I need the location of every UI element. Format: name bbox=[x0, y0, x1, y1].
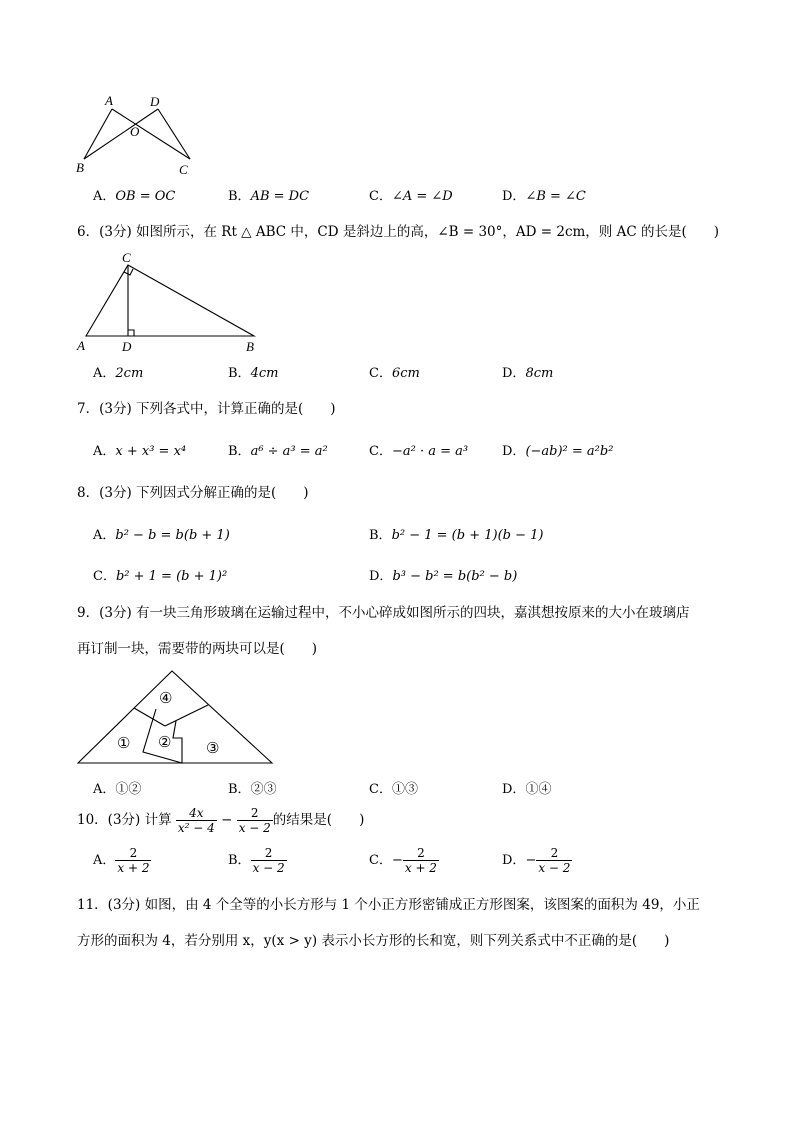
q9-question-line1: 9．(3分) 有一块三角形玻璃在运输过程中，不小心碎成如图所示的四块，嘉淇想按原来的大小在玻璃店 bbox=[77, 605, 690, 621]
q6-option-d[interactable]: D．8cm bbox=[502, 366, 554, 381]
q6-option-b[interactable]: B．4cm bbox=[228, 366, 279, 381]
q10-option-a[interactable]: A． $\frac{2}{x + 2}$ bbox=[93, 846, 150, 875]
q5-option-b[interactable]: B．AB = DC bbox=[228, 189, 310, 204]
label-d: D bbox=[150, 94, 160, 109]
q10-question: 10．(3分) 计算 $\frac{4x}{\text{x² − 4}}$ − $\frac{2}{x - 2}$ 的结果是( ) bbox=[77, 806, 365, 835]
figure-q9 bbox=[72, 666, 278, 768]
piece-1-label: ① bbox=[117, 736, 131, 752]
label-b: B bbox=[76, 160, 84, 175]
q5-option-c-text: ∠A = ∠D bbox=[391, 189, 453, 204]
figure-q6 bbox=[72, 250, 272, 358]
q7-option-a[interactable]: A．x + x³ = x⁴ bbox=[93, 444, 187, 459]
q6-option-a[interactable]: A．2cm bbox=[93, 366, 144, 381]
label-c: C bbox=[122, 250, 131, 265]
crack-2 bbox=[165, 705, 208, 726]
q9-option-d[interactable]: D．①④ bbox=[502, 782, 552, 797]
q9-option-c[interactable]: C．①③ bbox=[369, 782, 418, 797]
figure-q5 bbox=[70, 90, 210, 180]
q8-question: 8．(3分) 下列因式分解正确的是( ) bbox=[77, 485, 309, 501]
q5-option-a-text: OB = OC bbox=[115, 189, 176, 204]
q9-option-b[interactable]: B．②③ bbox=[228, 782, 277, 797]
broken-triangle bbox=[78, 671, 272, 763]
q5-option-c[interactable]: C．∠A = ∠D bbox=[369, 189, 453, 204]
q9-question-line2: 再订制一块，需要带的两块可以是( ) bbox=[77, 641, 318, 657]
q9-option-a[interactable]: A．①② bbox=[93, 782, 142, 797]
label-d: D bbox=[122, 339, 132, 354]
q11-question-line1: 11．(3分) 如图，由 4 个全等的小长方形与 1 个小正方形密铺成正方形图案，该图案的面积为 49，小正 bbox=[77, 897, 700, 913]
q10-option-b[interactable]: B． $\frac{2}{x - 2}$ bbox=[228, 846, 285, 875]
q7-question: 7．(3分) 下列各式中，计算正确的是( ) bbox=[77, 401, 336, 417]
q6-option-c[interactable]: C．6cm bbox=[369, 366, 420, 381]
q8-option-a[interactable]: A．b² − b = b(b + 1) bbox=[93, 528, 230, 543]
q5-option-b-text: AB = DC bbox=[250, 189, 310, 204]
piece-3-label: ③ bbox=[206, 741, 220, 757]
q8-option-c[interactable]: C．b² + 1 = (b + 1)² bbox=[93, 569, 228, 584]
segment-db bbox=[84, 109, 158, 159]
q5-option-d[interactable]: D．∠B = ∠C bbox=[502, 189, 586, 204]
segment-ab bbox=[84, 109, 112, 159]
piece-2-label: ② bbox=[158, 735, 172, 751]
q11-question-line2: 方形的面积为 4，若分别用 x，y(x > y) 表示小长方形的长和宽，则下列关系式中不正确的是( ) bbox=[77, 933, 670, 949]
q7-option-c[interactable]: C．−a² · a = a³ bbox=[369, 444, 469, 459]
label-a: A bbox=[77, 338, 85, 353]
q8-option-d[interactable]: D．b³ − b² = b(b² − b) bbox=[369, 569, 518, 584]
right-angle-mark-d bbox=[128, 330, 134, 336]
segment-dc bbox=[158, 109, 190, 159]
q7-option-d[interactable]: D．(−ab)² = a²b² bbox=[502, 444, 614, 459]
piece-4-label: ④ bbox=[159, 691, 173, 707]
triangle-abc bbox=[86, 265, 254, 336]
label-o: O bbox=[130, 124, 140, 139]
q10-option-d[interactable]: D．− $\frac{2}{x - 2}$ bbox=[502, 846, 571, 875]
q7-option-b[interactable]: B．a⁶ ÷ a³ = a² bbox=[228, 444, 328, 459]
label-a: A bbox=[105, 93, 113, 108]
q10-option-c[interactable]: C．− $\frac{2}{x + 2}$ bbox=[369, 846, 437, 875]
crack-1 bbox=[134, 708, 165, 726]
segment-ac bbox=[112, 109, 190, 159]
q6-question: 6．(3分) 如图所示，在 Rt △ ABC 中，CD 是斜边上的高，∠B = 30°，AD = 2cm，则 AC 的长是( ) bbox=[77, 224, 720, 240]
q5-option-d-text: ∠B = ∠C bbox=[525, 189, 586, 204]
label-c: C bbox=[179, 162, 188, 177]
q8-option-b[interactable]: B．b² − 1 = (b + 1)(b − 1) bbox=[369, 528, 544, 543]
label-b: B bbox=[246, 339, 254, 354]
q5-option-a[interactable]: A．OB = OC bbox=[93, 189, 176, 204]
